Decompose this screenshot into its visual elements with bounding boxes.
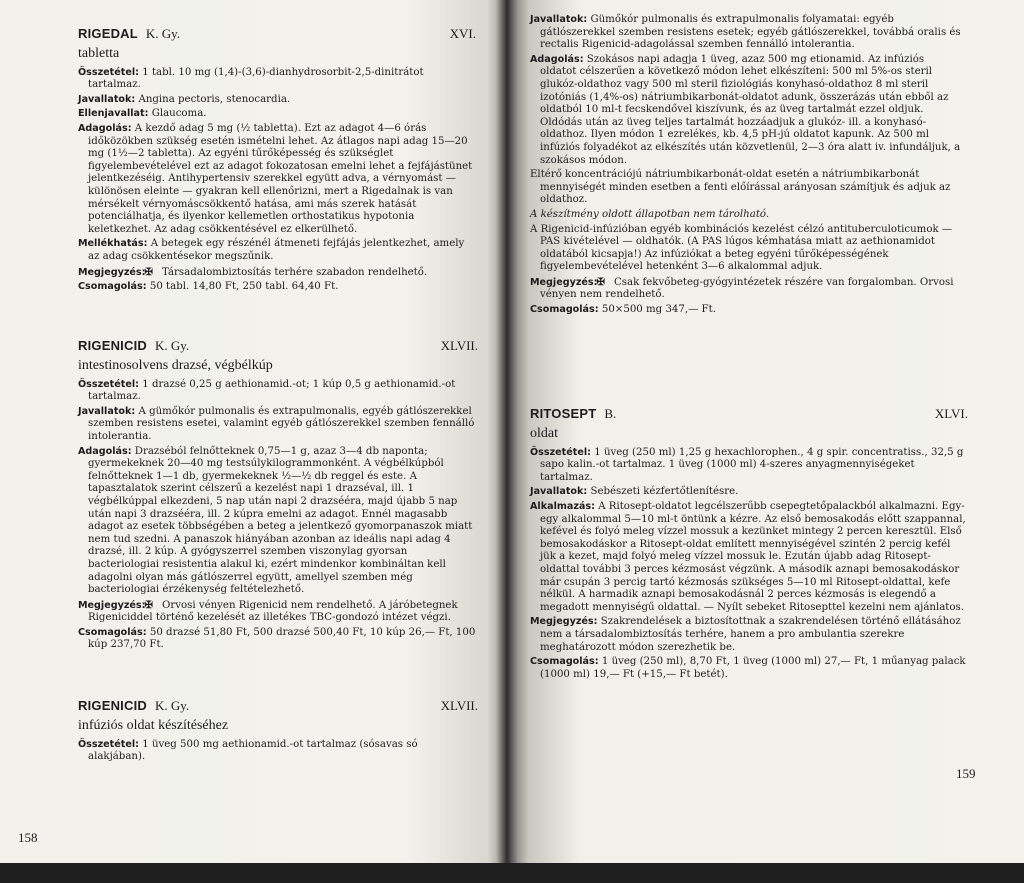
entry-rigenicid-infusion bbox=[78, 700, 478, 766]
entry-heading bbox=[78, 700, 478, 720]
field-note: Megjegyzés: Szakrendelések a biztosítottnak a szakrendelésen történő ellátásához nem a társadalombiztosítás terhére, hanem a pro ambulantia szerekre meghatározott módon szerezhetik be. bbox=[530, 616, 961, 653]
storage-warning: A készítmény oldott állapotban nem tárolható. bbox=[530, 208, 770, 220]
field-contraindication: Ellenjavallat: Glaucoma. bbox=[78, 108, 207, 120]
drug-name: RIGENICID bbox=[78, 338, 147, 353]
field-dosage: Adagolás: Szokásos napi adagja 1 üveg, azaz 500 mg etionamid. Az infúziós oldatot célszerűen a következő módon lehet elkészíteni: 500 ml 5%-os steril glukóz-oldathoz vagy 500 ml steril fiziológiás konyhasó-oldathoz 8 ml steril izotóniás (1,4%-os) nátriumbikarbonát-oldatot adunk, összerázás után ebből az oldatból 10 ml-t fecskendővel kiszívunk, és az üveg tartalmát ezzel oldjuk. Oldódás után az üveg teljes tartalmát hozzáadjuk a glukóz- ill. a konyhasó-oldathoz. Ilyen módon 1 ezrelékes, kb. 4,5 pH-jú oldatot kapunk. Az 500 ml infúziós folyadékot az elkészítés után közvetlenül, 2—3 óra alatt iv. infundáljuk, a szokásos módon. bbox=[530, 53, 961, 166]
field-note: Megjegyzés: ✠ Társadalombiztosítás terhére szabadon rendelhető. bbox=[78, 265, 428, 278]
entry-rigedal bbox=[78, 28, 476, 296]
field-dosage: Adagolás: A kezdő adag 5 mg (½ tabletta). Ezt az adagot 4—6 órás időközökben szükség esetén ismételni lehet. Az átlagos napi adag 15—20 mg (1½—2 tabletta). Az egyéni tűrőképesség és szükséglet figyelembevételével ezt az adagot fokozatosan emelni lehet a fejfájástünet jelentkezéséig. Antihypertensiv szerekkel együtt adva, a vérnyomást — különösen eleinte — gyakran kell ellenőrizni, mert a Rigedalnak is van mérsékelt vérnyomáscsökkentő hatása, ami más szerek hatását potenciálhatja, és ilyenkor kellemetlen orthostatikus hypotonia keletkezhet. Az adag csökkentésével ez elkerülhető. bbox=[78, 122, 473, 235]
manufacturer: K. Gy. bbox=[154, 338, 190, 353]
manufacturer: K. Gy. bbox=[145, 26, 181, 41]
entry-rigenicid-drazse bbox=[78, 340, 478, 654]
drug-name: RITOSEPT bbox=[530, 406, 597, 421]
field-note: Megjegyzés: ✠ Csak fekvőbeteg-gyógyintézetek részére van forgalomban. Orvosi vényen nem rendelhető. bbox=[530, 275, 954, 301]
page-number: 158 bbox=[18, 830, 38, 845]
field-packaging: Csomagolás: 50×500 mg 347,— Ft. bbox=[530, 304, 716, 316]
dosage-paragraph: Eltérő koncentrációjú nátriumbikarbonát-oldat esetén a nátriumbikarbonát mennyiségét minden esetben a fenti előírással arányosan számítjuk és adjuk az oldathoz. bbox=[530, 169, 951, 206]
entry-heading bbox=[530, 408, 968, 428]
field-composition: Összetétel: 1 üveg (250 ml) 1,25 g hexachlorophen., 4 g spir. concentratiss., 32,5 g sapo kalin.-ot tartalmaz. 1 üveg (1000 ml) 4-szeres anyagmennyiségeket tartalmaz. bbox=[530, 446, 964, 483]
book-spine bbox=[496, 0, 518, 883]
field-application: Alkalmazás: A Ritosept-oldatot legcélszerűbb csepegtetőpalackból alkalmazni. Egy-egy alkalommal 5—10 ml-t öntünk a kézre. Az első bemosakodás előtt szappannal, kefével és folyó meleg vízzel mossuk a kezünket mintegy 2 percen keresztül. Első bemosakodáskor a Ritosept-oldat említett mennyiségével szintén 2 percig kefél jük a kezet, majd folyó meleg vízzel mossuk le. Ezután újabb adag Ritosept-oldattal további 3 perces kézmosást végzünk. A második aznapi bemosakodáskor már csupán 3 percig tartó kézmosás szükséges 5—10 ml Ritosept-oldattal, kefe nélkül. A harmadik aznapi bemosakodásnál 2 perces kézmosás is elegendő a megadott mennyiségű oldattal. — Nyílt sebeket Ritosepttel kezelni nem ajánlatos. bbox=[530, 500, 966, 613]
left-page bbox=[0, 0, 508, 883]
entry-rigenicid-infusion-continued bbox=[530, 14, 962, 319]
drug-name: RIGENICID bbox=[78, 698, 147, 713]
manufacturer: K. Gy. bbox=[154, 698, 190, 713]
field-note: Megjegyzés: ✠ Orvosi vényen Rigenicid nem rendelhető. A járóbetegnek Rigeniciddel történő kezelését az illetékes TBC-gondozó intézet végzi. bbox=[78, 598, 458, 624]
drug-form: intestinosolvens drazsé, végbélkúp bbox=[78, 358, 273, 373]
entry-ritosept bbox=[530, 408, 968, 683]
group-number: XVI. bbox=[449, 26, 476, 41]
field-composition: Összetétel: 1 üveg 500 mg aethionamid.-ot tartalmaz (sósavas só alakjában). bbox=[78, 738, 418, 763]
group-number: XLVII. bbox=[440, 698, 478, 713]
scan-edge bbox=[0, 863, 1024, 883]
drug-form: infúziós oldat készítéséhez bbox=[78, 718, 229, 733]
field-indications: Javallatok: Gümőkór pulmonalis és extrapulmonalis folyamatai: egyéb gátlószerekkel szemben resistens esetek; egyéb gátlószerekkel, továbbá oralis és rectalis Rigenicid-adagolással szemben fennálló intolerantia. bbox=[530, 14, 961, 51]
entry-heading bbox=[78, 340, 478, 360]
group-number: XLVI. bbox=[934, 406, 968, 421]
group-number: XLVII. bbox=[440, 338, 478, 353]
field-dosage: Adagolás: Drazséból felnőtteknek 0,75—1 g, azaz 3—4 db naponta; gyermekeknek 20—40 mg testsúlykilogrammonként. A végbélkúpból felnőtteknek 1—1 db, gyermekeknek ½—½ db reggel és este. A tapasztalatok szerint célszerű a kezelést napi 1 drazséval, ill. 1 végbélkúppal elkezdeni, 5 nap után napi 2 drazsééra, majd újabb 5 nap után napi 3 drazsééra, ill. 2 kúpra emelni az adagot. Ennél magasabb adagot az esetek többségében a beteg a jelentkező gyomorpanaszok miatt nem tud szedni. A panaszok hiányában azonban az ideális napi adag 4 drazsé, ill. 2 kúp. A gyógyszerrel szemben viszonylag gyorsan bacteriologiai resistentia alakul ki, ezért mindenkor kombináltan kell adagolni olyan más gátlószerrel együtt, amellyel szemben még bacteriologiai érzékenység feltételezhető. bbox=[78, 445, 473, 596]
combination-paragraph: A Rigenicid-infúzióban egyéb kombinációs kezelést célzó antituberculoticumok — PAS kivételével — oldhatók. (A PAS lúgos kémhatása miatt az aethionamidot oldatából kicsapja!) Az infúziókat a beteg egyéni tűrőképességének figyelembevételével hetenként 3—6 alkalommal adjuk. bbox=[530, 223, 953, 273]
cross-icon: ✠ bbox=[144, 598, 153, 611]
field-indications: Javallatok: Angina pectoris, stenocardia. bbox=[78, 93, 291, 105]
field-composition: Összetétel: 1 drazsé 0,25 g aethionamid.-ot; 1 kúp 0,5 g aethionamid.-ot tartalmaz. bbox=[78, 378, 456, 403]
cross-icon: ✠ bbox=[596, 275, 605, 288]
field-side-effect: Mellékhatás: A betegek egy részénél átmeneti fejfájás jelentkezhet, amely az adag csökkentésekor megszűnik. bbox=[78, 238, 465, 262]
drug-form: oldat bbox=[530, 426, 558, 441]
field-composition: Összetétel: 1 tabl. 10 mg (1,4)-(3,6)-dianhydrosorbit-2,5-dinitrátot tartalmaz. bbox=[78, 66, 424, 91]
right-page bbox=[508, 0, 1024, 883]
entry-heading bbox=[78, 28, 476, 48]
page-number: 159 bbox=[956, 766, 976, 781]
field-indications: Javallatok: Sebészeti kézfertőtlenítésre. bbox=[530, 486, 739, 498]
field-indications: Javallatok: A gümőkór pulmonalis és extrapulmonalis, egyéb gátlószerekkel szemben resistens esetei, valamint egyéb gátlószerekkel szemben fennálló intolerantia. bbox=[78, 405, 475, 442]
field-packaging: Csomagolás: 1 üveg (250 ml), 8,70 Ft, 1 üveg (1000 ml) 27,— Ft, 1 műanyag palack (1000 ml) 19,— Ft (+15,— Ft betét). bbox=[530, 656, 966, 680]
drug-form: tabletta bbox=[78, 46, 120, 61]
manufacturer: B. bbox=[604, 406, 617, 421]
field-packaging: Csomagolás: 50 drazsé 51,80 Ft, 500 drazsé 500,40 Ft, 10 kúp 26,— Ft, 100 kúp 237,70 Ft. bbox=[78, 626, 476, 651]
field-packaging: Csomagolás: 50 tabl. 14,80 Ft, 250 tabl. 64,40 Ft. bbox=[78, 281, 339, 293]
drug-name: RIGEDAL bbox=[78, 26, 138, 41]
cross-icon: ✠ bbox=[144, 265, 153, 278]
